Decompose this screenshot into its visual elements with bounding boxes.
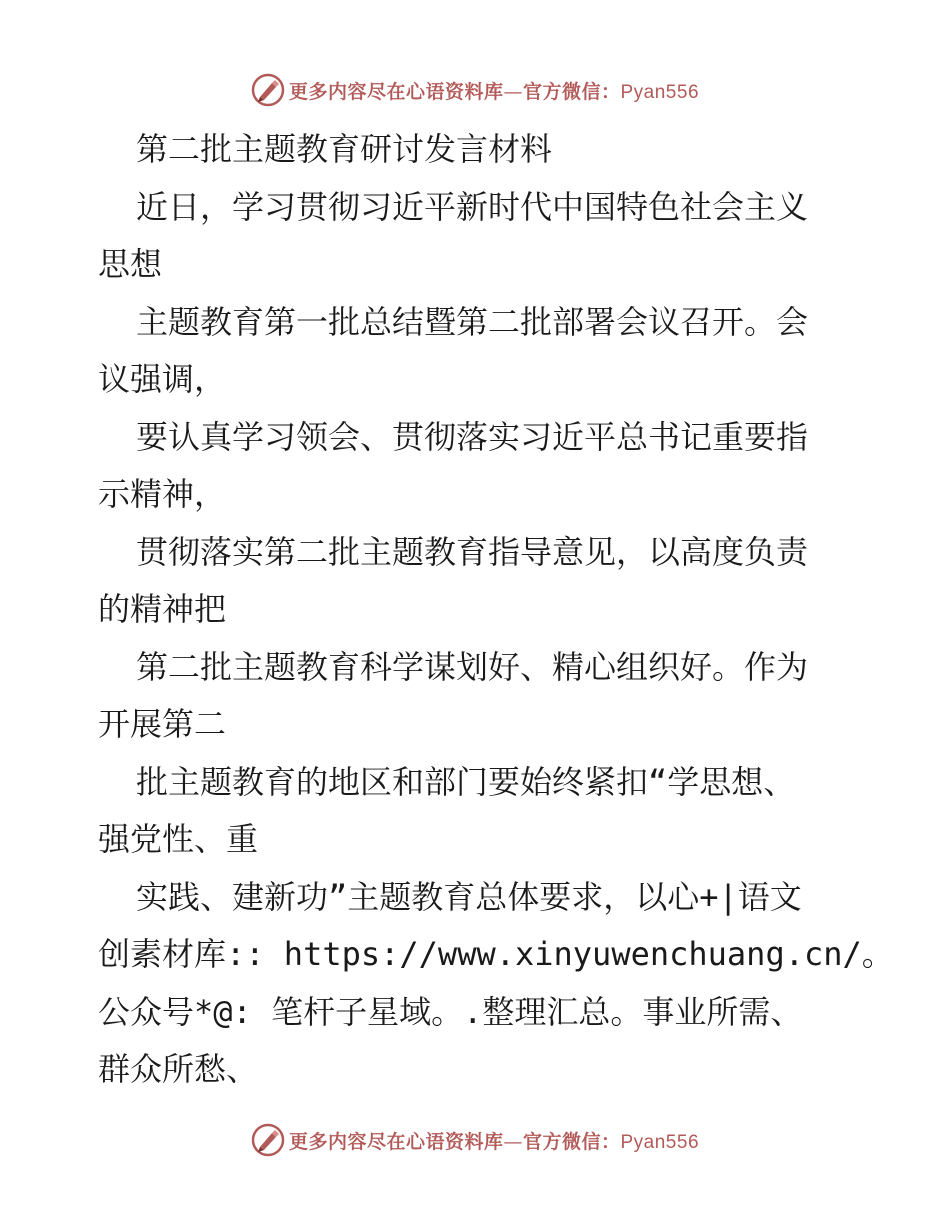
banner-text: 更多内容尽在心语资料库 [288,80,504,103]
banner-wechat-id: Pyan556 [620,1131,700,1153]
text-line: 近日，学习贯彻习近平新时代中国特色社会主义 [136,187,809,226]
text-line: 的精神把 [98,590,227,628]
text-line: 实践、建新功”主题教育总体要求，以心+|语文 [136,877,802,916]
text-line: 强党性、重 [98,820,259,858]
text-line: 批主题教育的地区和部门要始终紧扣“学思想、 [136,762,796,801]
footer-banner [0,1120,950,1160]
banner-text: 更多内容尽在心语资料库 [288,1130,504,1153]
banner-label: 官方微信： [522,1130,621,1153]
text-line: 要认真学习领会、贯彻落实习近平总书记重要指 [136,417,809,456]
document-body [98,121,894,1099]
text-line: 议强调， [98,360,227,398]
text-line: 公众号*@: 笔杆子星域。.整理汇总。事业所需、 [98,992,803,1031]
document-title: 第二批主题教育研讨发言材料 [136,130,553,168]
text-line: 示精神， [98,475,227,513]
text-line: 思想 [98,245,163,283]
pen-logo-icon [251,1123,285,1157]
text-line: 群众所愁、 [98,1050,259,1088]
text-line: 开展第二 [98,705,227,743]
banner-wechat-id: Pyan556 [620,81,700,103]
pen-logo-icon [251,73,285,107]
banner-dash: — [503,1130,523,1153]
text-line: 贯彻落实第二批主题教育指导意见，以高度负责 [136,532,809,571]
header-banner [0,70,950,110]
text-line: 第二批主题教育科学谋划好、精心组织好。作为 [136,647,809,686]
text-line: 创素材库:: https://www.xinyuwenchuang.cn/。 [98,935,894,973]
text-line: 主题教育第一批总结暨第二批部署会议召开。会 [136,302,809,341]
banner-dash: — [503,80,523,103]
banner-label: 官方微信： [522,80,621,103]
